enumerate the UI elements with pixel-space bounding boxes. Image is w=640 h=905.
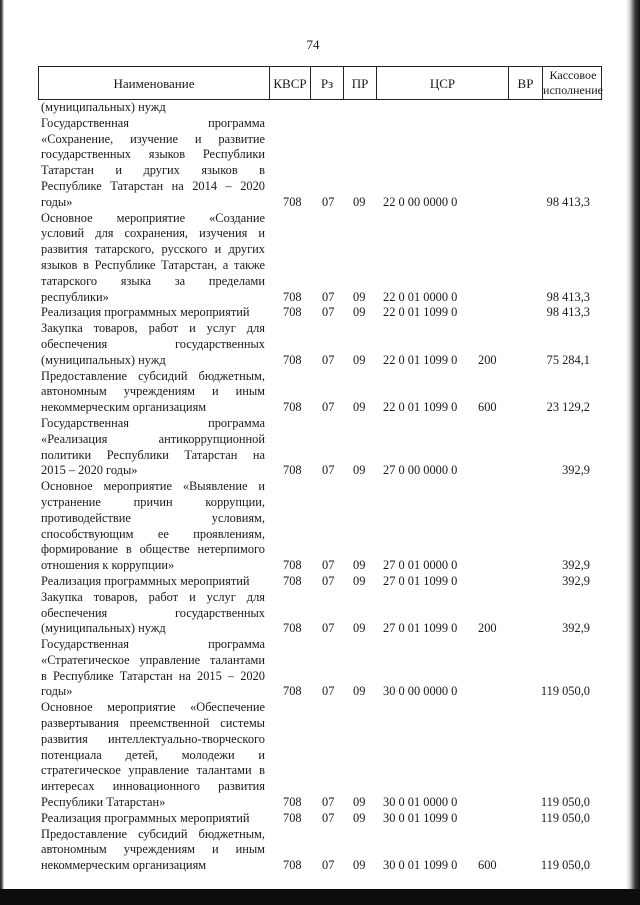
table-row bbox=[0, 369, 640, 416]
row-name-line: обеспечения государственных bbox=[41, 605, 265, 620]
row-kvsr: 708 bbox=[283, 400, 302, 415]
row-sum: 119 050,0 bbox=[540, 858, 590, 873]
row-name-line: Закупка товаров, работ и услуг для bbox=[41, 589, 265, 604]
row-name-line: Республики Татарстан» bbox=[41, 795, 166, 810]
row-pr: 09 bbox=[353, 289, 366, 304]
row-name-line: развития татарского, русского и других bbox=[41, 242, 265, 257]
row-kvsr: 708 bbox=[283, 305, 302, 320]
row-kvsr: 708 bbox=[283, 558, 302, 573]
table-row bbox=[0, 574, 640, 590]
row-rz: 07 bbox=[322, 400, 335, 415]
table-row bbox=[0, 811, 640, 827]
row-name-line: устранение причин коррупции, bbox=[41, 494, 265, 509]
row-pr: 09 bbox=[353, 305, 366, 320]
row-name-line: республики» bbox=[41, 289, 109, 304]
row-name bbox=[41, 416, 265, 479]
table-row bbox=[0, 827, 640, 874]
row-name-line: (муниципальных) нужд bbox=[41, 352, 166, 367]
row-name-line: годы» bbox=[41, 194, 73, 209]
row-name bbox=[41, 811, 265, 827]
row-rz: 07 bbox=[322, 194, 335, 209]
row-name-line: отношения к коррупции» bbox=[41, 558, 175, 573]
row-kvsr: 708 bbox=[283, 810, 302, 825]
header-csr: ЦСР bbox=[377, 67, 509, 99]
row-csr: 22 0 00 0000 0 bbox=[383, 194, 458, 209]
row-pr: 09 bbox=[353, 621, 366, 636]
table-row bbox=[0, 590, 640, 637]
row-name bbox=[41, 700, 265, 811]
row-csr: 30 0 01 1099 0 bbox=[383, 810, 458, 825]
row-rz: 07 bbox=[322, 621, 335, 636]
row-sum: 75 284,1 bbox=[546, 352, 590, 367]
row-kvsr: 708 bbox=[283, 684, 302, 699]
row-name bbox=[41, 211, 265, 306]
row-name-line: формирование в обществе нетерпимого bbox=[41, 542, 265, 557]
row-name-line: Предоставление субсидий бюджетным, bbox=[41, 368, 265, 383]
row-pr: 09 bbox=[353, 352, 366, 367]
header-pr: ПР bbox=[344, 67, 377, 99]
row-name-line: Основное мероприятие «Выявление и bbox=[41, 479, 265, 494]
row-csr: 22 0 01 1099 0 bbox=[383, 305, 458, 320]
row-name-line: Республике Татарстан на 2014 – 2020 bbox=[41, 178, 265, 193]
row-vr: 200 bbox=[478, 621, 497, 636]
header-ispolnenie: Кассовое исполнение bbox=[543, 68, 603, 97]
row-name bbox=[41, 116, 265, 211]
row-name-line: противодействие условиям, bbox=[41, 510, 265, 525]
row-kvsr: 708 bbox=[283, 463, 302, 478]
row-name bbox=[41, 574, 265, 590]
row-sum: 392,9 bbox=[562, 621, 590, 636]
row-name-line: государственных языков Республики bbox=[41, 147, 265, 162]
row-name-line: политики Республики Татарстан на bbox=[41, 447, 265, 462]
table-row bbox=[0, 416, 640, 479]
row-rz: 07 bbox=[322, 573, 335, 588]
row-vr: 200 bbox=[478, 352, 497, 367]
row-name-line: интересах инновационного развития bbox=[41, 779, 265, 794]
row-name-line: в Республике Татарстан на 2015 – 2020 bbox=[41, 668, 265, 683]
row-name-line: Предоставление субсидий бюджетным, bbox=[41, 826, 265, 841]
row-name-line: 2015 – 2020 годы» bbox=[41, 463, 138, 478]
row-rz: 07 bbox=[322, 352, 335, 367]
table-row bbox=[0, 100, 640, 116]
table-row bbox=[0, 211, 640, 306]
row-sum: 23 129,2 bbox=[546, 400, 590, 415]
row-name-line: Основное мероприятие «Обеспечение bbox=[41, 700, 265, 715]
row-name-line: языков в Республике Татарстан, а также bbox=[41, 257, 265, 272]
row-sum: 119 050,0 bbox=[540, 810, 590, 825]
row-name-line: Закупка товаров, работ и услуг для bbox=[41, 321, 265, 336]
row-kvsr: 708 bbox=[283, 621, 302, 636]
row-csr: 30 0 00 0000 0 bbox=[383, 684, 458, 699]
row-pr: 09 bbox=[353, 463, 366, 478]
row-pr: 09 bbox=[353, 558, 366, 573]
table-row bbox=[0, 700, 640, 811]
row-csr: 22 0 01 0000 0 bbox=[383, 289, 458, 304]
row-name-line: некоммерческим организациям bbox=[41, 858, 207, 873]
row-csr: 22 0 01 1099 0 bbox=[383, 400, 458, 415]
row-pr: 09 bbox=[353, 858, 366, 873]
row-name-line: автономным учреждениям и иным bbox=[41, 842, 265, 857]
row-kvsr: 708 bbox=[283, 858, 302, 873]
row-rz: 07 bbox=[322, 810, 335, 825]
row-name-line: развертывания преемственной системы bbox=[41, 716, 265, 731]
row-name-line: развития интеллектуально-творческого bbox=[41, 731, 265, 746]
row-name bbox=[41, 637, 265, 700]
table-header bbox=[38, 66, 602, 100]
row-rz: 07 bbox=[322, 558, 335, 573]
row-name bbox=[41, 321, 265, 368]
row-csr: 22 0 01 1099 0 bbox=[383, 352, 458, 367]
row-csr: 27 0 01 0000 0 bbox=[383, 558, 458, 573]
row-name-line: годы» bbox=[41, 684, 73, 699]
header-rz: Рз bbox=[311, 67, 344, 99]
row-pr: 09 bbox=[353, 795, 366, 810]
row-name-line: Реализация программных мероприятий bbox=[41, 810, 250, 825]
row-rz: 07 bbox=[322, 795, 335, 810]
row-name-line: (муниципальных) нужд bbox=[41, 100, 166, 114]
row-sum: 392,9 bbox=[562, 463, 590, 478]
row-vr: 600 bbox=[478, 858, 497, 873]
row-rz: 07 bbox=[322, 684, 335, 699]
table-row bbox=[0, 637, 640, 700]
row-pr: 09 bbox=[353, 194, 366, 209]
row-name-line: некоммерческим организациям bbox=[41, 400, 207, 415]
row-sum: 119 050,0 bbox=[540, 795, 590, 810]
table-row bbox=[0, 321, 640, 368]
row-pr: 09 bbox=[353, 400, 366, 415]
page-number: 74 bbox=[306, 37, 320, 52]
row-name-line: «Реализация антикоррупционной bbox=[41, 431, 265, 446]
row-csr: 27 0 00 0000 0 bbox=[383, 463, 458, 478]
row-kvsr: 708 bbox=[283, 194, 302, 209]
row-name-line: Государственная программа bbox=[41, 415, 265, 430]
row-name bbox=[41, 369, 265, 416]
row-name-line: Государственная программа bbox=[41, 637, 265, 652]
row-name-line: Основное мероприятие «Создание bbox=[41, 210, 265, 225]
row-pr: 09 bbox=[353, 573, 366, 588]
header-kvsr: КВСР bbox=[270, 67, 311, 99]
row-name-line: «Стратегическое управление талантами bbox=[41, 652, 265, 667]
row-vr: 600 bbox=[478, 400, 497, 415]
header-vr: ВР bbox=[509, 67, 543, 99]
scan-edge-bottom bbox=[0, 889, 640, 905]
row-sum: 98 413,3 bbox=[546, 305, 590, 320]
row-name-line: Государственная программа bbox=[41, 115, 265, 130]
row-name-line: Татарстан и других языков в bbox=[41, 163, 265, 178]
row-name bbox=[41, 479, 265, 574]
row-csr: 27 0 01 1099 0 bbox=[383, 573, 458, 588]
row-sum: 98 413,3 bbox=[546, 289, 590, 304]
row-rz: 07 bbox=[322, 463, 335, 478]
row-sum: 98 413,3 bbox=[546, 194, 590, 209]
table-row bbox=[0, 116, 640, 211]
row-sum: 392,9 bbox=[562, 573, 590, 588]
row-rz: 07 bbox=[322, 305, 335, 320]
row-name bbox=[41, 100, 265, 116]
row-rz: 07 bbox=[322, 289, 335, 304]
row-csr: 30 0 01 1099 0 bbox=[383, 858, 458, 873]
row-sum: 392,9 bbox=[562, 558, 590, 573]
row-name-line: условий для сохранения, изучения и bbox=[41, 226, 265, 241]
row-csr: 27 0 01 1099 0 bbox=[383, 621, 458, 636]
row-kvsr: 708 bbox=[283, 795, 302, 810]
row-name-line: автономным учреждениям и иным bbox=[41, 384, 265, 399]
row-name bbox=[41, 590, 265, 637]
row-name bbox=[41, 305, 265, 321]
row-name-line: стратегическое управление талантами в bbox=[41, 763, 265, 778]
row-name-line: татарского языка за пределами bbox=[41, 273, 265, 288]
row-pr: 09 bbox=[353, 684, 366, 699]
row-kvsr: 708 bbox=[283, 573, 302, 588]
row-name-line: «Сохранение, изучение и развитие bbox=[41, 131, 265, 146]
row-name-line: Реализация программных мероприятий bbox=[41, 573, 250, 588]
row-name-line: способствующим ее проявлениям, bbox=[41, 526, 265, 541]
row-sum: 119 050,0 bbox=[540, 684, 590, 699]
row-kvsr: 708 bbox=[283, 289, 302, 304]
header-name: Наименование bbox=[39, 67, 270, 99]
table-body bbox=[0, 100, 640, 874]
row-name bbox=[41, 827, 265, 874]
row-rz: 07 bbox=[322, 858, 335, 873]
row-pr: 09 bbox=[353, 810, 366, 825]
table-row bbox=[0, 305, 640, 321]
table-row bbox=[0, 479, 640, 574]
row-name-line: Реализация программных мероприятий bbox=[41, 305, 250, 320]
row-name-line: (муниципальных) нужд bbox=[41, 621, 166, 636]
row-name-line: потенциала детей, молодежи и bbox=[41, 747, 265, 762]
row-kvsr: 708 bbox=[283, 352, 302, 367]
row-name-line: обеспечения государственных bbox=[41, 336, 265, 351]
row-csr: 30 0 01 0000 0 bbox=[383, 795, 458, 810]
